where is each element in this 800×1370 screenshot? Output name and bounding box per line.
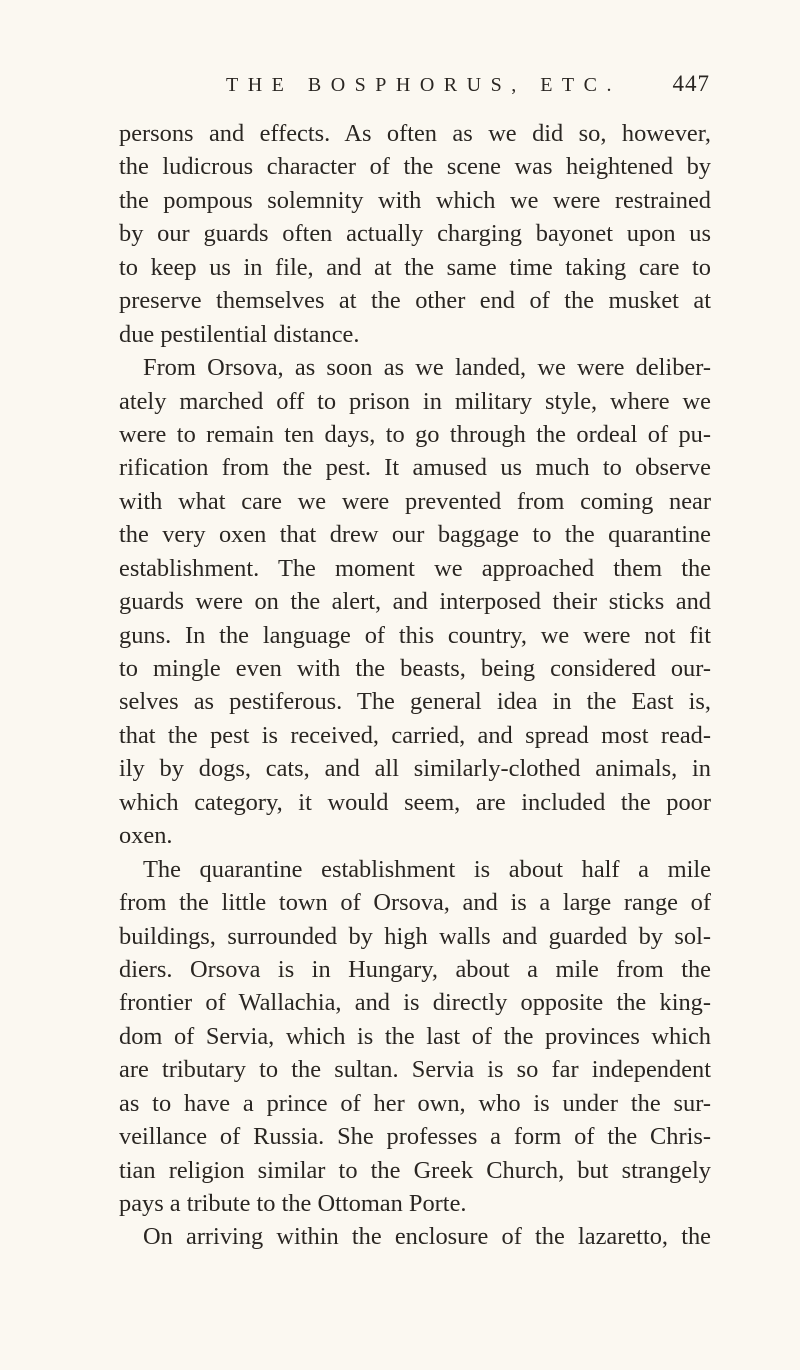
text-line: selves as pestiferous. The general idea in the East is, [119,688,711,716]
text-line: preserve themselves at the other end of the musket at [119,287,711,315]
text-line: The quarantine establishment is about half a mile [143,855,711,883]
text-line: the pompous solemnity with which we were restrained [119,186,711,214]
text-line: with what care we were prevented from coming near [119,487,711,515]
text-line: the very oxen that drew our baggage to the quarantine [119,521,711,549]
text-line: ily by dogs, cats, and all similarly-clothed animals, in [119,755,711,783]
text-line: dom of Servia, which is the last of the provinces which [119,1022,711,1050]
text-line: are tributary to the sultan. Servia is so far independent [119,1056,711,1084]
text-line: veillance of Russia. She professes a form of the Chris- [119,1123,711,1151]
text-line: buildings, surrounded by high walls and guarded by sol- [119,922,711,950]
page-header [226,68,710,108]
text-line: by our guards often actually charging bayonet upon us [119,220,711,248]
text-line: rification from the pest. It amused us much to observe [119,454,711,482]
text-line: to keep us in file, and at the same time taking care to [119,253,711,281]
text-line: On arriving within the enclosure of the lazaretto, the [143,1223,711,1251]
body-text [119,117,711,1254]
text-line: to mingle even with the beasts, being considered our- [119,655,711,682]
text-line: as to have a prince of her own, who is under the sur- [119,1089,711,1117]
text-line: tian religion similar to the Greek Church, but strangely [119,1156,711,1184]
text-line: were to remain ten days, to go through the ordeal of pu- [119,420,711,448]
text-line: persons and effects. As often as we did so, however, [119,120,711,147]
text-line: oxen. [119,822,173,850]
text-line: frontier of Wallachia, and is directly opposite the king- [119,989,711,1017]
text-line: pays a tribute to the Ottoman Porte. [119,1190,467,1217]
page-number: 447 [672,71,710,96]
text-line: guards were on the alert, and interposed their sticks and [119,588,711,616]
text-line: diers. Orsova is in Hungary, about a mile from the [119,955,711,983]
text-line: ately marched off to prison in military style, where we [119,387,711,415]
text-line: from the little town of Orsova, and is a large range of [119,889,711,917]
text-line: that the pest is received, carried, and spread most read- [119,721,711,749]
text-line: guns. In the language of this country, we were not fit [119,621,711,649]
text-line: due pestilential distance. [119,320,360,348]
running-title: THE BOSPHORUS, ETC. [226,74,621,96]
text-line: establishment. The moment we approached them the [119,554,711,582]
text-line: which category, it would seem, are included the poor [119,788,711,816]
text-line: From Orsova, as soon as we landed, we were deliber- [143,354,711,382]
text-line: the ludicrous character of the scene was heightened by [119,153,711,181]
